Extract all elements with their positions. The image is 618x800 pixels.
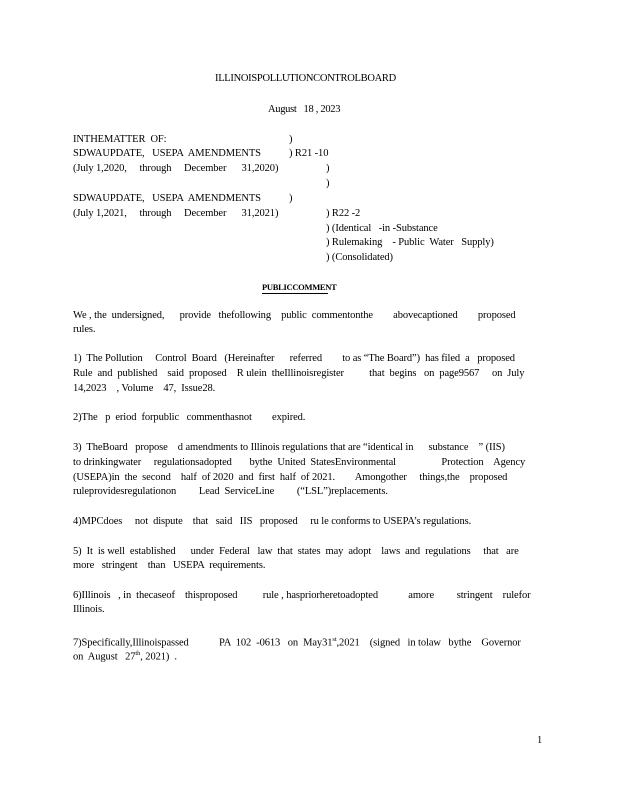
paragraph-6-line: 6)Illinois , in thecaseof thisproposed rule , haspriorheretoadopted amore stringent rulefor xyxy=(73,590,531,601)
ordinal-suffix: th xyxy=(135,650,141,657)
caption-identical: ) (Identical -in -Substance xyxy=(326,223,438,234)
intro-line: We , the undersigned, provide thefollowing public commentonthe abovecaptioned proposed xyxy=(73,310,516,321)
caption-case2-dates: (July 1,2021, through December 31,2021) xyxy=(73,208,279,219)
paragraph-7-text: , 2021) . xyxy=(140,651,177,663)
caption-rulemaking: ) Rulemaking - Public Water Supply) xyxy=(326,237,494,248)
caption-paren: ) xyxy=(326,163,330,174)
paragraph-7-text: ,2021 (signed in tolaw bythe Governor xyxy=(336,637,521,649)
paragraph-3-line: ruleprovidesregulationon Lead ServiceLine (“LSL”)replacements. xyxy=(73,486,388,497)
caption-case2-number: ) R22 -2 xyxy=(326,208,361,219)
page-number: 1 xyxy=(537,735,543,746)
caption-paren: ) xyxy=(289,193,293,204)
caption-case1-dates: (July 1,2020, through December 31,2020) xyxy=(73,163,279,174)
paragraph-2-line: 2)The p eriod forpublic commenthasnot expired. xyxy=(73,412,306,423)
document-date: August 18 , 2023 xyxy=(268,104,341,115)
board-name: ILLINOISPOLLUTIONCONTROLBOARD xyxy=(215,73,396,84)
paragraph-7-line xyxy=(73,647,177,664)
caption-case2-title: SDWAUPDATE, USEPA AMENDMENTS xyxy=(73,193,261,204)
paragraph-7-text: on August 27 xyxy=(73,651,136,663)
paragraph-6-line: Illinois. xyxy=(73,604,105,615)
paragraph-3-line: to drinkingwater regulationsadopted bythe United StatesEnvironmental Protection Agency xyxy=(73,457,526,468)
paragraph-1-line: Rule and published said proposed R ulein theIllinoisregister that begins on page9567 on July xyxy=(73,368,525,379)
caption-paren: ) xyxy=(289,134,293,145)
paragraph-3-line: (USEPA)in the second half of 2020 and first half of 2021. Amongother things,the proposed xyxy=(73,472,508,483)
paragraph-4-line: 4)MPCdoes not dispute that said IIS proposed ru le conforms to USEPA’s regulations. xyxy=(73,516,472,527)
paragraph-3-line: 3) TheBoard propose d amendments to Illinois regulations that are “identical in substance ” (IIS) xyxy=(73,442,505,453)
ordinal-suffix: st xyxy=(332,636,337,643)
paragraph-1-line: 1) The Pollution Control Board (Hereinafter referred to as “The Board”) has filed a proposed xyxy=(73,353,515,364)
paragraph-5-line: 5) It is well established under Federal law that states may adopt laws and regulations that are xyxy=(73,546,519,557)
caption-case1-title: SDWAUPDATE, USEPA AMENDMENTS xyxy=(73,148,261,159)
section-title-underline xyxy=(262,293,328,294)
caption-in-matter: INTHEMATTER OF: xyxy=(73,134,167,145)
caption-consolidated: ) (Consolidated) xyxy=(326,252,393,263)
caption-case1-number: ) R21 -10 xyxy=(289,148,329,159)
paragraph-5-line: more stringent than USEPA requirements. xyxy=(73,560,266,571)
paragraph-1-line: 14,2023 , Volume 47, Issue28. xyxy=(73,383,216,394)
paragraph-7-text: 7)Specifically,Illinoispassed PA 102 -0613 on May31 xyxy=(73,637,333,649)
intro-line: rules. xyxy=(73,324,96,335)
caption-paren: ) xyxy=(326,178,330,189)
section-title: PUBLICCOMMENT xyxy=(262,282,337,292)
